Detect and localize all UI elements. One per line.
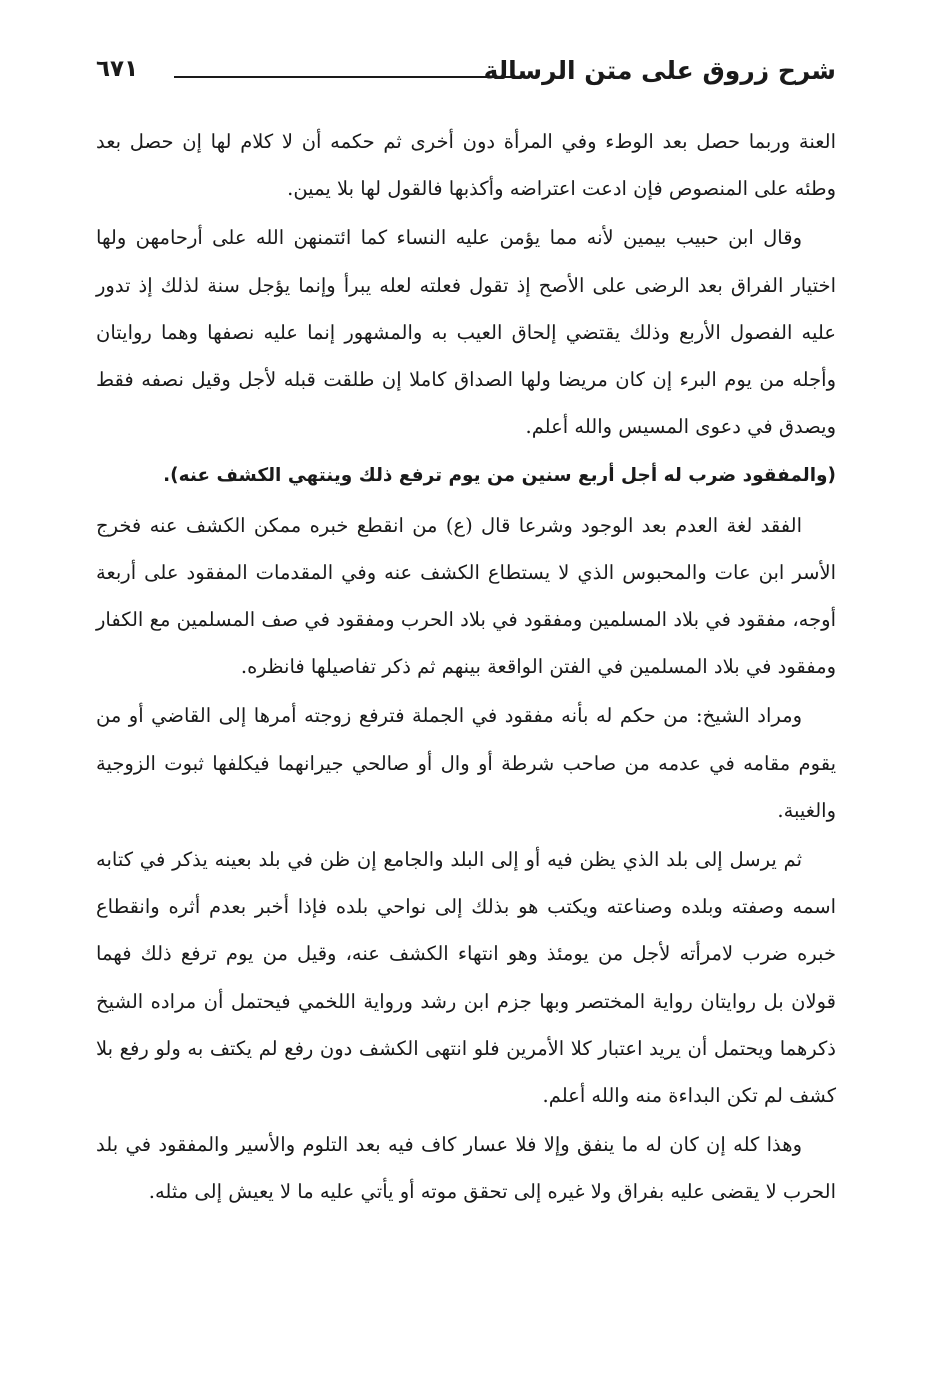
running-header xyxy=(96,52,836,100)
paragraph: ثم يرسل إلى بلد الذي يظن فيه أو إلى البلد والجامع إن ظن في بلد بعينه يذكر في كتابه اسمه وصفته وبلده وصناعته ويكتب هو بذلك إلى نواحي بلده فإذا أخبر بعدم أثره وانقطاع خبره ضرب لامرأته لأجل من يومئذ وهو انتهاء الكشف عنه، وقيل من يوم ترفع ذلك فهما قولان بل روايتان رواية المختصر وبها جزم ابن رشد ورواية اللخمي فيحتمل أن مراده الشيخ ذكرهما ويحتمل أن يريد اعتبار كلا الأمرين فلو انتهى الكشف دون رفع لم يكتف به ولو رفع بلا كشف لم تكن البداءة منه والله أعلم. xyxy=(96,848,836,1108)
header-rule xyxy=(174,76,514,78)
document-page xyxy=(96,52,836,1372)
paragraph: وهذا كله إن كان له ما ينفق وإلا فلا عسار كاف فيه بعد التلوم والأسير والمفقود في بلد الحرب لا يقضى عليه بفراق ولا غيره إلى تحقق موته أو يأتي عليه ما لا يعيش إلى مثله. xyxy=(96,1133,836,1204)
paragraph: وقال ابن حبيب بيمين لأنه مما يؤمن عليه النساء كما ائتمنهن الله على أرحامهن ولها اختيار الفراق بعد الرضى على الأصح إذ تقول فعلته لعله يبرأ وإنما يؤجل سنة لذلك إذ تدور عليه الفصول الأربع وذلك يقتضي إلحاق العيب به والمشهور إنما عليه نصفها وهما روايتان وأجله من يوم البرء إن كان مريضا ولها الصداق كاملا إن طلقت قبله لأجل وقيل نصفه فقط ويصدق في دعوى المسيس والله أعلم. xyxy=(96,226,836,439)
body-text xyxy=(96,118,836,1216)
matn-heading: (والمفقود ضرب له أجل أربع سنين من يوم ترفع ذلك وينتهي الكشف عنه). xyxy=(163,465,836,487)
paragraph: ومراد الشيخ: من حكم له بأنه مفقود في الجملة فترفع زوجته أمرها إلى القاضي أو من يقوم مقامه في عدمه من صاحب شرطة أو وال أو صالحي جيرانهما فيكلفها ثبوت الزوجية والغيبة. xyxy=(96,704,836,822)
paragraph: الفقد لغة العدم بعد الوجود وشرعا قال (ع) من انقطع خبره ممكن الكشف عنه فخرج الأسر ابن عات والمحبوس الذي لا يستطاع الكشف عنه وفي المقدمات المفقود على أربعة أوجه، مفقود في بلاد المسلمين ومفقود في بلاد الحرب ومفقود في صف المسلمين مع الكفار ومفقود في بلاد المسلمين في الفتن الواقعة بينهم ثم ذكر تفاصيلها فانظره. xyxy=(96,513,836,679)
paragraph: العنة وربما حصل بعد الوطء وفي المرأة دون أخرى ثم حكمه أن لا كلام لها إن حصل بعد وطئه على المنصوص فإن ادعت اعتراضه وأكذبها فالقول لها بلا يمين. xyxy=(96,130,836,201)
book-title: شرح زروق على متن الرسالة xyxy=(483,56,836,85)
page-number: ٦٧١ xyxy=(96,56,139,82)
